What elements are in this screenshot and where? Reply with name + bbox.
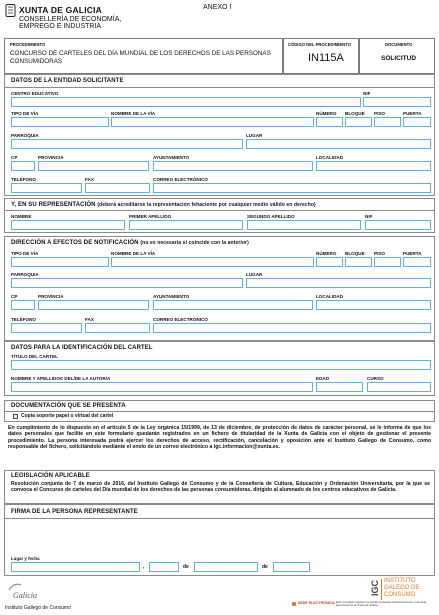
label-ayuntamiento: AYUNTAMIENTO bbox=[153, 155, 190, 160]
label-n-piso: PISO bbox=[374, 251, 385, 256]
section-notificacion-title bbox=[11, 240, 249, 246]
label-bloque: BLOQUE bbox=[345, 111, 365, 116]
label-cp: CP bbox=[11, 155, 18, 160]
org-title: XUNTA DE GALICIA bbox=[19, 5, 103, 15]
field-n-provincia[interactable] bbox=[38, 300, 149, 310]
section-notificacion-title-text: DIRECCIÓN A EFECTOS DE NOTIFICACIÓN bbox=[11, 240, 139, 246]
field-localidad[interactable] bbox=[316, 161, 431, 171]
privacy-notice: En cumplimiento de lo dispuesto en el artículo 5 de la Ley orgánica 15/1999, de 13 de diciembre, de protección de datos de carácter personal, se le informa de que los datos personales que facilite en este formulario quedarán registrados en un fichero de titularidad de la Xunta de Galicia con el objeto de gestionar el presente procedimiento. La persona interesada podrá ejercer los derechos de acceso, rectificación, cancelación y oposición ante el Instituto Gallego de Consumo, como responsable del fichero, solicitándolo mediante el envío de un correo electrónico a igc.informacion@xunta.es. bbox=[8, 425, 431, 451]
label-provincia: PROVINCIA bbox=[38, 155, 64, 160]
label-nif: NIF bbox=[363, 91, 371, 96]
field-curso[interactable] bbox=[367, 382, 431, 392]
section-legislacion-title: LEGISLACIÓN APLICABLE bbox=[11, 473, 90, 479]
label-rep-nombre: NOMBRE bbox=[11, 214, 32, 219]
field-n-correo[interactable] bbox=[153, 323, 431, 333]
field-rep-apellido1[interactable] bbox=[129, 220, 243, 230]
field-rep-nombre[interactable] bbox=[11, 220, 125, 230]
procedure-code-box bbox=[283, 38, 359, 74]
label-n-nombre-via: NOMBRE DE LA VÍA bbox=[111, 251, 156, 256]
footer-org: Instituto Gallego de Consumo bbox=[5, 605, 71, 611]
label-n-ayuntamiento: AYUNTAMIENTO bbox=[153, 294, 190, 299]
field-n-piso[interactable] bbox=[374, 257, 401, 267]
field-n-bloque[interactable] bbox=[345, 257, 372, 267]
galicia-text: Galicia bbox=[13, 591, 37, 600]
sep-de2: de bbox=[262, 564, 268, 570]
label-n-telefono: TELÉFONO bbox=[11, 317, 37, 322]
label-lugar: LUGAR bbox=[246, 133, 263, 138]
section-legislacion bbox=[4, 470, 435, 504]
field-autor[interactable] bbox=[11, 382, 313, 392]
dept-line1: CONSELLERÍA DE ECONOMÍA, bbox=[19, 16, 122, 23]
sede-note: Este formulario también se puede presentar electrónicamente en la sede electrónica de la Xunta de Galicia bbox=[336, 600, 427, 608]
field-tipo-via[interactable] bbox=[11, 117, 109, 127]
field-rep-nif[interactable] bbox=[365, 220, 431, 230]
dept-line2: EMPREGO E INDUSTRIA bbox=[19, 23, 102, 30]
checkbox-copia-cartel[interactable] bbox=[13, 414, 18, 419]
procedure-text-line1: CONCURSO DE CARTELES DEL DÍA MUNDIAL DE LOS DERECHOS DE LAS PERSONAS bbox=[10, 50, 271, 57]
field-n-telefono[interactable] bbox=[11, 323, 82, 333]
field-n-localidad[interactable] bbox=[316, 300, 431, 310]
section-documentacion-title: DOCUMENTACIÓN QUE SE PRESENTA bbox=[11, 403, 126, 409]
field-edad[interactable] bbox=[316, 382, 363, 392]
igc-logo bbox=[370, 578, 430, 602]
procedure-label: PROCEDIMIENTO bbox=[10, 42, 46, 47]
label-rep-nif: NIF bbox=[365, 214, 373, 219]
field-n-cp[interactable] bbox=[11, 300, 35, 310]
label-fax: FAX bbox=[85, 177, 94, 182]
field-lugar[interactable] bbox=[246, 139, 431, 149]
field-mes[interactable] bbox=[194, 562, 258, 572]
label-edad: EDAD bbox=[316, 376, 330, 381]
field-fax[interactable] bbox=[85, 183, 150, 193]
section-representacion bbox=[4, 198, 435, 233]
label-n-fax: FAX bbox=[85, 317, 94, 322]
section-firma-title: FIRMA DE LA PERSONA REPRESENTANTE bbox=[11, 509, 138, 515]
section-representacion-title-text: Y, EN SU REPRESENTACIÓN bbox=[11, 202, 96, 208]
field-n-lugar[interactable] bbox=[246, 278, 431, 288]
document-box bbox=[359, 38, 435, 74]
procedure-box bbox=[4, 38, 283, 74]
field-n-fax[interactable] bbox=[85, 323, 150, 333]
field-telefono[interactable] bbox=[11, 183, 82, 193]
field-rep-apellido2[interactable] bbox=[247, 220, 361, 230]
label-tipo-via: TIPO DE VÍA bbox=[11, 111, 39, 116]
field-cp[interactable] bbox=[11, 161, 35, 171]
field-n-numero[interactable] bbox=[316, 257, 343, 267]
label-telefono: TELÉFONO bbox=[11, 177, 37, 182]
field-nif[interactable] bbox=[363, 97, 431, 107]
field-n-parroquia[interactable] bbox=[11, 278, 243, 288]
field-piso[interactable] bbox=[374, 117, 401, 127]
field-provincia[interactable] bbox=[38, 161, 149, 171]
label-copia-cartel: Copia soporte papel o virtual del cartel bbox=[21, 413, 114, 419]
section-documentacion bbox=[4, 400, 435, 422]
field-n-tipo-via[interactable] bbox=[11, 257, 109, 267]
label-puerta: PUERTA bbox=[403, 111, 422, 116]
label-parroquia: PARROQUIA bbox=[11, 133, 39, 138]
igc-line3: CONSUMO bbox=[384, 592, 416, 598]
label-n-localidad: LOCALIDAD bbox=[316, 294, 344, 299]
label-n-correo: CORREO ELECTRÓNICO bbox=[153, 317, 208, 322]
label-n-parroquia: PARROQUIA bbox=[11, 272, 39, 277]
field-correo[interactable] bbox=[153, 183, 431, 193]
sede-label: SEDE ELECTRÓNICA bbox=[298, 601, 335, 605]
document-value: SOLICITUD bbox=[381, 55, 417, 62]
procedure-code-value: IN115A bbox=[308, 52, 344, 64]
label-lugar-fecha: Lugar y fecha bbox=[11, 556, 40, 561]
label-autor: NOMBRE Y APELLIDOS DEL/DE LA AUTOR/A bbox=[11, 376, 111, 381]
field-puerta[interactable] bbox=[403, 117, 431, 127]
label-piso: PISO bbox=[374, 111, 385, 116]
legislacion-text: Resolución conjunta de 7 de marzo de 2016, del Instituto Gallego de Consumo y de la Consellería de Cultura, Educación y Ordenación Universitaria, por la que se convoca el Concurso de carteles del Día mundial de los derechos de las personas consumidoras, dirigido al alumnado de los centros educativos de Galicia. bbox=[11, 481, 430, 494]
field-bloque[interactable] bbox=[345, 117, 372, 127]
annex-label: ANEXO I bbox=[203, 4, 232, 11]
section-representacion-note: (deberá acreditarse la representación fehaciente por cualquier medio válido en derecho) bbox=[97, 202, 316, 208]
igc-abbr: IGC bbox=[370, 580, 380, 597]
procedure-code-label: CÓDIGO DEL PROCEDIMIENTO bbox=[288, 42, 351, 47]
label-rep-apellido1: PRIMER APELLIDO bbox=[129, 214, 172, 219]
sep-comma: , bbox=[143, 564, 145, 570]
label-n-numero: NÚMERO bbox=[316, 251, 337, 256]
section-firma bbox=[4, 504, 435, 576]
field-n-ayuntamiento[interactable] bbox=[153, 300, 313, 310]
field-n-puerta[interactable] bbox=[403, 257, 431, 267]
xunta-emblem-icon bbox=[5, 4, 16, 17]
label-n-cp: CP bbox=[11, 294, 18, 299]
field-numero[interactable] bbox=[316, 117, 343, 127]
label-nombre-via: NOMBRE DE LA VÍA bbox=[111, 111, 156, 116]
field-lugar[interactable] bbox=[11, 562, 140, 572]
section-notificacion bbox=[4, 236, 435, 341]
section-notificacion-note: (no es necesaria si coincide con la anterior) bbox=[140, 240, 249, 246]
section-entidad-title: DATOS DE LA ENTIDAD SOLICITANTE bbox=[11, 78, 124, 84]
field-anio[interactable] bbox=[273, 562, 310, 572]
label-centro: CENTRO EDUCATIVO bbox=[11, 91, 59, 96]
field-centro[interactable] bbox=[11, 97, 361, 107]
label-n-provincia: PROVINCIA bbox=[38, 294, 64, 299]
sep-de1: de bbox=[183, 564, 189, 570]
section-cartel bbox=[4, 341, 435, 396]
label-n-lugar: LUGAR bbox=[246, 272, 263, 277]
label-correo: CORREO ELECTRÓNICO bbox=[153, 177, 208, 182]
xunta-logo bbox=[5, 4, 125, 30]
label-n-tipo-via: TIPO DE VÍA bbox=[11, 251, 39, 256]
igc-line2: GALEGO DE bbox=[384, 585, 420, 591]
field-dia[interactable] bbox=[149, 562, 179, 572]
procedure-text-line2: CONSUMIDORAS bbox=[10, 58, 63, 65]
label-numero: NÚMERO bbox=[316, 111, 337, 116]
document-label: DOCUMENTO bbox=[385, 42, 413, 47]
section-representacion-title bbox=[11, 202, 316, 208]
section-entidad bbox=[4, 74, 435, 196]
section-cartel-title: DATOS PARA LA IDENTIFICACIÓN DEL CARTEL bbox=[11, 345, 153, 351]
label-curso: CURSO bbox=[367, 376, 384, 381]
field-titulo-cartel[interactable] bbox=[11, 360, 431, 370]
procedure-text bbox=[10, 50, 271, 66]
field-ayuntamiento[interactable] bbox=[153, 161, 313, 171]
label-rep-apellido2: SEGUNDO APELLIDO bbox=[247, 214, 295, 219]
label-n-bloque: BLOQUE bbox=[345, 251, 365, 256]
sede-icon bbox=[292, 602, 296, 606]
field-nombre-via[interactable] bbox=[111, 117, 314, 127]
label-titulo-cartel: TÍTULO DEL CARTEL bbox=[11, 354, 58, 359]
field-parroquia[interactable] bbox=[11, 139, 243, 149]
galicia-logo bbox=[10, 585, 37, 603]
label-n-puerta: PUERTA bbox=[403, 251, 422, 256]
igc-line1: INSTITUTO bbox=[384, 578, 416, 584]
field-n-nombre-via[interactable] bbox=[111, 257, 314, 267]
label-localidad: LOCALIDAD bbox=[316, 155, 344, 160]
